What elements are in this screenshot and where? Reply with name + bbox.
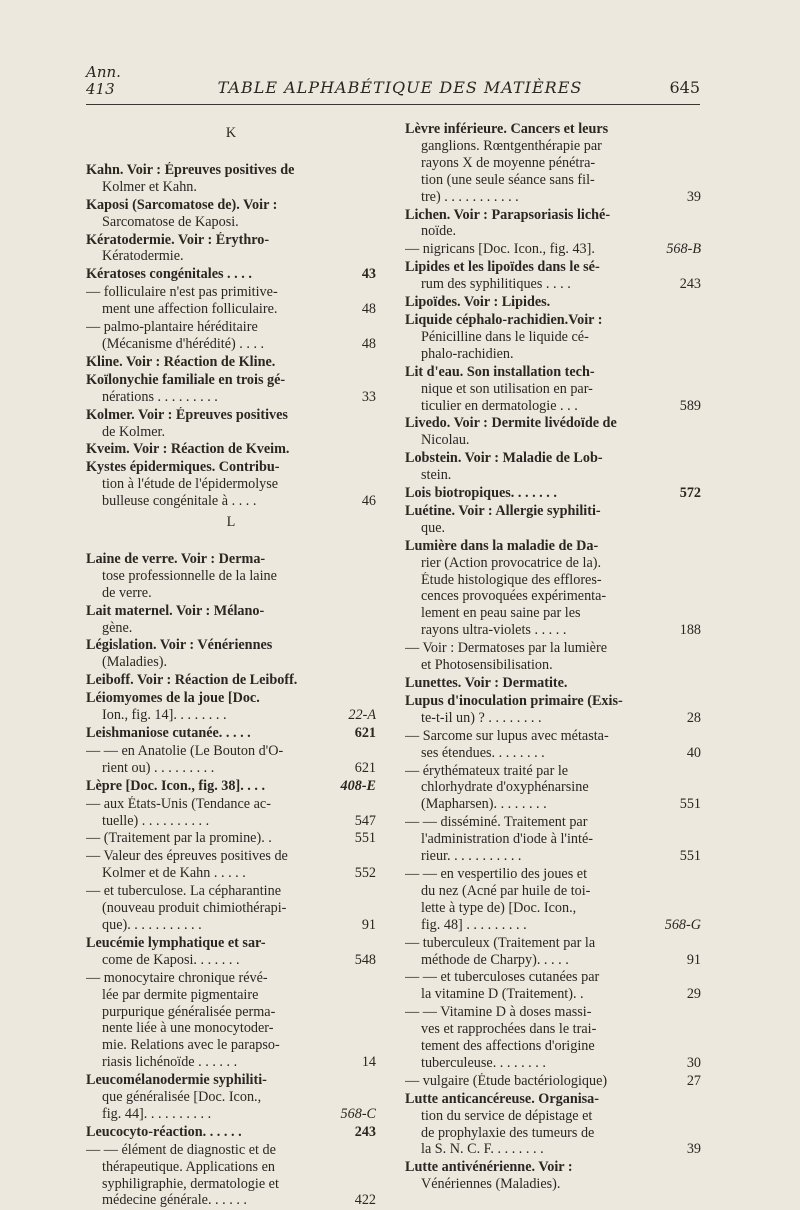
- entry-heading: — (Traitement par la promine). . 551: [86, 830, 376, 847]
- page-reference: 27: [686, 1072, 701, 1089]
- entry-continuation: Kolmer et de Kahn . . . . . 552: [102, 865, 376, 882]
- index-entry: [86, 1124, 376, 1141]
- page-reference: 621: [354, 725, 376, 741]
- entry-heading: Lobstein. Voir : Maladie de Lob-: [405, 450, 603, 467]
- entry-continuation: Kératodermie.: [102, 248, 184, 265]
- entry-heading: — — disséminé. Traitement par: [405, 814, 588, 831]
- page-number: 645: [669, 78, 700, 97]
- l-entries-left: [86, 551, 376, 1209]
- entry-continuation: nérations . . . . . . . . . 33: [102, 388, 376, 405]
- running-title: TABLE ALPHABÉTIQUE DES MATIÈRES: [217, 78, 583, 97]
- page-reference: 551: [354, 830, 376, 847]
- entry-heading: — — et tuberculoses cutanées par: [405, 969, 600, 986]
- index-entry: [86, 725, 376, 742]
- entry-continuation: que généralisée [Doc. Icon.,: [102, 1089, 262, 1106]
- index-entry: [405, 415, 701, 449]
- entry-continuation: Nicolau.: [421, 432, 470, 449]
- page-reference: 551: [679, 796, 701, 813]
- entry-continuation: de verre.: [102, 584, 152, 601]
- entry-heading: — folliculaire n'est pas primitive-: [86, 284, 278, 301]
- entry-continuation: mie. Relations avec le parapso-: [102, 1037, 280, 1054]
- entry-continuation: de prophylaxie des tumeurs de: [421, 1124, 595, 1141]
- entry-continuation: rieur. . . . . . . . . . . 551: [421, 848, 701, 865]
- page-reference: 589: [679, 397, 701, 414]
- entry-continuation: nente liée à une monocytoder-: [102, 1020, 274, 1037]
- page-reference: 48: [361, 335, 376, 352]
- entry-continuation: fig. 48] . . . . . . . . . 568-G: [421, 916, 701, 933]
- entry-continuation: rier (Action provocatrice de la).: [421, 554, 602, 571]
- entry-heading: Lois biotropiques. . . . . . . 572: [405, 485, 701, 502]
- entry-continuation: tuelle) . . . . . . . . . . 547: [102, 812, 376, 829]
- entry-continuation: tre) . . . . . . . . . . . 39: [421, 188, 701, 205]
- entry-continuation: tuberculeuse. . . . . . . . 30: [421, 1054, 701, 1071]
- index-entry: [405, 241, 701, 258]
- entry-continuation: ganglions. Rœntgenthérapie par: [421, 137, 602, 154]
- entry-continuation: bulleuse congénitale à . . . . 46: [102, 493, 376, 510]
- index-entry: [405, 693, 701, 727]
- index-entry: [86, 883, 376, 934]
- index-entry: [405, 935, 701, 969]
- index-entry: [86, 266, 376, 283]
- page-reference: 91: [686, 951, 701, 968]
- entry-heading: Kératoses congénitales . . . . 43: [86, 266, 376, 283]
- page-reference: 568-B: [666, 241, 701, 258]
- entry-continuation: riasis lichénoïde . . . . . . 14: [102, 1054, 376, 1071]
- index-entry: [86, 372, 376, 406]
- entry-heading: — — élément de diagnostic et de: [86, 1141, 276, 1158]
- entry-continuation: Ion., fig. 14]. . . . . . . . 22-A: [102, 707, 376, 724]
- index-entry: [405, 121, 701, 206]
- entry-continuation: lée par dermite pigmentaire: [102, 986, 259, 1003]
- index-entry: [405, 294, 701, 311]
- page-reference: 568-G: [664, 916, 701, 933]
- entry-heading: Lunettes. Voir : Dermatite.: [405, 675, 568, 691]
- k-entries: [86, 162, 376, 510]
- index-entry: [405, 969, 701, 1003]
- entry-continuation: Vénériennes (Maladies).: [421, 1176, 561, 1193]
- page-reference: 552: [354, 865, 376, 882]
- entry-continuation: la vitamine D (Traitement). . 29: [421, 986, 701, 1003]
- entry-continuation: méthode de Charpy). . . . . 91: [421, 951, 701, 968]
- entry-heading: — érythémateux traité par le: [405, 762, 569, 779]
- entry-continuation: du nez (Acné par huile de toi-: [421, 882, 591, 899]
- index-entry: [86, 830, 376, 847]
- entry-continuation: la S. N. C. F. . . . . . . . 39: [421, 1141, 701, 1158]
- index-entry: [405, 814, 701, 865]
- entry-heading: — palmo-plantaire héréditaire: [86, 319, 258, 336]
- entry-heading: — Sarcome sur lupus avec métasta-: [405, 727, 609, 744]
- page-reference: 30: [686, 1054, 701, 1071]
- entry-continuation: tion du service de dépistage et: [421, 1107, 593, 1124]
- entry-heading: Koïlonychie familiale en trois gé-: [86, 371, 286, 388]
- entry-continuation: rayons ultra-violets . . . . . 188: [421, 622, 701, 639]
- entry-continuation: ticulier en dermatologie . . . 589: [421, 397, 701, 414]
- page-reference: 40: [686, 744, 701, 761]
- page-reference: 46: [361, 493, 376, 510]
- entry-continuation: Pénicilline dans le liquide cé-: [421, 328, 589, 345]
- entry-continuation: fig. 44]. . . . . . . . . . 568-C: [102, 1105, 376, 1122]
- index-entry: [405, 207, 701, 241]
- index-entry: [405, 1159, 701, 1193]
- entry-heading: Livedo. Voir : Dermite livédoïde de: [405, 415, 617, 432]
- index-entry: [405, 450, 701, 484]
- page-reference: 408-E: [340, 777, 376, 794]
- entry-continuation: Kolmer et Kahn.: [102, 178, 197, 195]
- index-entry: [86, 354, 376, 371]
- entry-heading: Leucomélanodermie syphiliti-: [86, 1072, 267, 1089]
- entry-heading: — — Vitamine D à doses massi-: [405, 1004, 592, 1021]
- index-entry: [86, 1072, 376, 1123]
- page-reference: 29: [686, 986, 701, 1003]
- index-entry: [86, 197, 376, 231]
- entry-heading: Législation. Voir : Vénériennes: [86, 637, 273, 654]
- entry-heading: — aux États-Unis (Tendance ac-: [86, 795, 271, 812]
- entry-heading: Lumière dans la maladie de Da-: [405, 537, 599, 554]
- entry-heading: — tuberculeux (Traitement par la: [405, 934, 596, 951]
- index-entry: [405, 364, 701, 415]
- entry-heading: — et tuberculose. La cépharantine: [86, 883, 281, 900]
- index-entry: [405, 1004, 701, 1072]
- index-entry: [405, 763, 701, 814]
- index-entry: [86, 778, 376, 795]
- entry-heading: Kolmer. Voir : Épreuves positives: [86, 406, 288, 423]
- index-entry: [86, 690, 376, 724]
- entry-continuation: l'administration d'iode à l'inté-: [421, 831, 593, 848]
- index-entry: [86, 407, 376, 441]
- entry-continuation: (nouveau produit chimiothérapi-: [102, 900, 287, 917]
- entry-heading: Kaposi (Sarcomatose de). Voir :: [86, 196, 278, 213]
- header-rule: [86, 104, 700, 105]
- entry-continuation: ment une affection folliculaire. 48: [102, 301, 376, 318]
- page-reference: 548: [354, 951, 376, 968]
- entry-heading: Kline. Voir : Réaction de Kline.: [86, 353, 276, 370]
- entry-continuation: lette à type de) [Doc. Icon.,: [421, 899, 577, 916]
- right-column: [405, 121, 701, 1194]
- left-column: [86, 121, 376, 1210]
- entry-continuation: et Photosensibilisation.: [421, 657, 553, 674]
- index-entry: [86, 551, 376, 602]
- entry-heading: Lichen. Voir : Parapsoriasis liché-: [405, 206, 611, 223]
- entry-continuation: que). . . . . . . . . . . 91: [102, 916, 376, 933]
- page-reference: 14: [361, 1054, 376, 1071]
- entry-heading: Kveim. Voir : Réaction de Kveim.: [86, 441, 290, 458]
- entry-continuation: rayons X de moyenne pénétra-: [421, 154, 596, 171]
- index-entry: [86, 672, 376, 689]
- entry-heading: — monocytaire chronique révé-: [86, 969, 268, 986]
- index-entry: [86, 796, 376, 830]
- entry-heading: — — en vespertilio des joues et: [405, 865, 588, 882]
- index-entry: [86, 637, 376, 671]
- entry-heading: Lutte antivénérienne. Voir :: [405, 1159, 573, 1176]
- l-entries-right: [405, 121, 701, 1193]
- page-reference: 243: [679, 276, 701, 293]
- entry-heading: Leiboff. Voir : Réaction de Leiboff.: [86, 672, 298, 689]
- index-entry: [405, 1073, 701, 1090]
- entry-heading: Leucémie lymphatique et sar-: [86, 934, 266, 951]
- page-reference: 43: [361, 266, 376, 283]
- entry-continuation: gène.: [102, 619, 133, 636]
- entry-continuation: phalo-rachidien.: [421, 345, 514, 362]
- entry-continuation: ses étendues. . . . . . . . 40: [421, 744, 701, 761]
- index-entry: [405, 640, 701, 674]
- entry-continuation: te-t-il un) ? . . . . . . . . 28: [421, 709, 701, 726]
- page-reference: 48: [361, 301, 376, 318]
- page-reference: 22-A: [348, 707, 376, 724]
- page-reference: 572: [679, 485, 701, 502]
- page-reference: 243: [354, 1123, 376, 1140]
- entry-continuation: (Mécanisme d'hérédité) . . . . 48: [102, 335, 376, 352]
- letter-heading-k: K: [225, 125, 237, 141]
- entry-continuation: ves et rapprochées dans le trai-: [421, 1021, 597, 1038]
- index-entry: [86, 441, 376, 458]
- index-entry: [86, 935, 376, 969]
- page-reference: 33: [361, 388, 376, 405]
- entry-continuation: rient ou) . . . . . . . . . 621: [102, 759, 376, 776]
- entry-continuation: purpurique généralisée perma-: [102, 1003, 276, 1020]
- entry-heading: Kystes épidermiques. Contribu-: [86, 459, 280, 476]
- entry-heading: Liquide céphalo-rachidien.Voir :: [405, 311, 603, 328]
- entry-heading: Lutte anticancéreuse. Organisa-: [405, 1090, 600, 1107]
- entry-heading: Lit d'eau. Son installation tech-: [405, 363, 595, 380]
- entry-heading: Lèpre [Doc. Icon., fig. 38]. . . . 408-E: [86, 777, 376, 794]
- entry-continuation: nique et son utilisation en par-: [421, 380, 593, 397]
- entry-heading: Lupus d'inoculation primaire (Exis-: [405, 692, 623, 709]
- entry-continuation: Étude histologique des efflores-: [421, 571, 602, 588]
- entry-continuation: stein.: [421, 467, 452, 484]
- entry-heading: Laine de verre. Voir : Derma-: [86, 550, 266, 567]
- index-entry: [405, 728, 701, 762]
- index-entry: [405, 675, 701, 692]
- entry-continuation: tion à l'étude de l'épidermolyse: [102, 476, 279, 493]
- annals-volume: 413: [86, 80, 115, 98]
- entry-continuation: noïde.: [421, 223, 457, 240]
- entry-continuation: come de Kaposi. . . . . . . 548: [102, 951, 376, 968]
- letter-heading-l: L: [226, 514, 236, 531]
- entry-heading: — — en Anatolie (Le Bouton d'O-: [86, 742, 284, 759]
- index-entry: [86, 970, 376, 1071]
- index-entry: [86, 848, 376, 882]
- page-reference: 621: [354, 759, 376, 776]
- index-entry: [405, 485, 701, 502]
- entry-continuation: rum des syphilitiques . . . . 243: [421, 276, 701, 293]
- entry-continuation: médecine générale. . . . . . 422: [102, 1192, 376, 1209]
- entry-continuation: thérapeutique. Applications en: [102, 1158, 275, 1175]
- page-reference: 91: [361, 916, 376, 933]
- index-entry: [405, 1091, 701, 1159]
- entry-heading: Kératodermie. Voir : Érythro-: [86, 231, 270, 248]
- index-entry: [405, 312, 701, 363]
- entry-continuation: tose professionnelle de la laine: [102, 567, 277, 584]
- entry-heading: Lèvre inférieure. Cancers et leurs: [405, 121, 609, 137]
- page-reference: 422: [354, 1192, 376, 1209]
- index-entry: [405, 503, 701, 537]
- index-entry: [405, 259, 701, 293]
- entry-heading: Kahn. Voir : Épreuves positives de: [86, 161, 295, 178]
- page-reference: 551: [679, 848, 701, 865]
- index-entry: [86, 459, 376, 510]
- index-entry: [86, 319, 376, 353]
- entry-continuation: chlorhydrate d'oxyphénarsine: [421, 779, 589, 796]
- index-entry: [405, 538, 701, 639]
- entry-heading: Luétine. Voir : Allergie syphiliti-: [405, 502, 601, 519]
- entry-heading: Lipides et les lipoïdes dans le sé-: [405, 259, 600, 276]
- entry-heading: — Valeur des épreuves positives de: [86, 848, 288, 865]
- annals-label: Ann.: [86, 63, 121, 81]
- entry-continuation: (Maladies).: [102, 654, 168, 671]
- page-reference: 39: [686, 188, 701, 205]
- page-reference: 547: [354, 812, 376, 829]
- entry-heading: — vulgaire (Étude bactériologique) 27: [405, 1072, 701, 1089]
- entry-heading: Lipoïdes. Voir : Lipides.: [405, 294, 551, 311]
- entry-continuation: cences provoquées expérimenta-: [421, 588, 607, 605]
- page-reference: 188: [679, 622, 701, 639]
- entry-continuation: tion (une seule séance sans fil-: [421, 171, 595, 188]
- index-entry: [86, 232, 376, 266]
- entry-continuation: syphiligraphie, dermatologie et: [102, 1175, 279, 1192]
- entry-continuation: de Kolmer.: [102, 423, 166, 440]
- entry-continuation: (Mapharsen). . . . . . . . 551: [421, 796, 701, 813]
- index-entry: [86, 1142, 376, 1210]
- page-reference: 28: [686, 709, 701, 726]
- entry-heading: Leishmaniose cutanée. . . . . 621: [86, 725, 376, 741]
- entry-continuation: que.: [421, 519, 446, 536]
- page-reference: 39: [686, 1141, 701, 1158]
- index-entry: [86, 743, 376, 777]
- entry-heading: Léiomyomes de la joue [Doc.: [86, 690, 260, 707]
- entry-continuation: tement des affections d'origine: [421, 1038, 595, 1055]
- page-reference: 568-C: [340, 1105, 376, 1122]
- entry-heading: Lait maternel. Voir : Mélano-: [86, 602, 265, 619]
- entry-continuation: Sarcomatose de Kaposi.: [102, 213, 239, 230]
- index-entry: [86, 162, 376, 196]
- index-entry: [86, 284, 376, 318]
- entry-heading: — Voir : Dermatoses par la lumière: [405, 640, 607, 657]
- entry-heading: — nigricans [Doc. Icon., fig. 43]. 568-B: [405, 241, 701, 258]
- index-entry: [405, 866, 701, 934]
- index-entry: [86, 603, 376, 637]
- entry-heading: Leucocyto-réaction. . . . . . 243: [86, 1123, 376, 1140]
- entry-continuation: lement en peau saine par les: [421, 605, 581, 622]
